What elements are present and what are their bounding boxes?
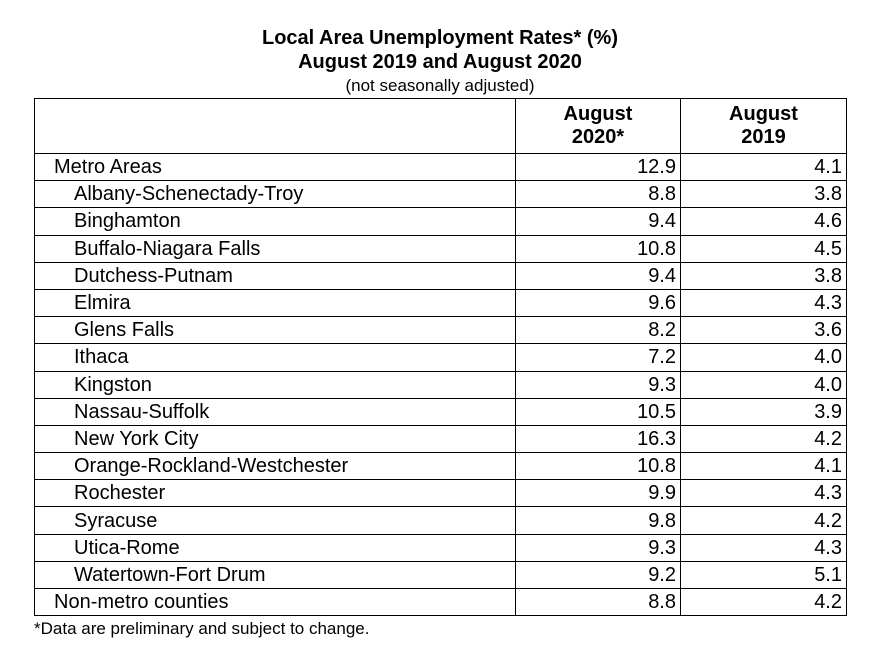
rate-aug2020: 9.4 <box>516 208 681 235</box>
table-row <box>35 344 847 371</box>
header-aug2019 <box>681 99 847 154</box>
table-row <box>35 289 847 316</box>
area-name: Syracuse <box>35 507 516 534</box>
rate-aug2020: 8.2 <box>516 317 681 344</box>
rate-aug2020: 10.5 <box>516 398 681 425</box>
rate-aug2020: 7.2 <box>516 344 681 371</box>
table-row <box>35 317 847 344</box>
rate-aug2019: 4.3 <box>681 289 847 316</box>
rate-aug2019: 5.1 <box>681 561 847 588</box>
rate-aug2019: 3.8 <box>681 262 847 289</box>
area-name: Buffalo-Niagara Falls <box>35 235 516 262</box>
rate-aug2020: 16.3 <box>516 425 681 452</box>
rate-aug2019: 4.1 <box>681 453 847 480</box>
rate-aug2020: 12.9 <box>516 154 681 181</box>
header-row <box>35 99 847 154</box>
area-name: Dutchess-Putnam <box>35 262 516 289</box>
table-row <box>35 181 847 208</box>
area-name: Metro Areas <box>35 154 516 181</box>
table-note: (not seasonally adjusted) <box>345 76 535 95</box>
table-title: Local Area Unemployment Rates* (%) <box>261 27 618 49</box>
area-name: Rochester <box>35 480 516 507</box>
area-name: Utica-Rome <box>35 534 516 561</box>
table-row <box>35 154 847 181</box>
rate-aug2020: 8.8 <box>516 181 681 208</box>
area-name: Non-metro counties <box>35 589 516 616</box>
header-aug2019-year: 2019 <box>741 126 786 148</box>
table-row <box>35 398 847 425</box>
rate-aug2020: 9.6 <box>516 289 681 316</box>
rate-aug2019: 4.3 <box>681 534 847 561</box>
table-row <box>35 425 847 452</box>
footnote: *Data are preliminary and subject to change. <box>34 619 370 638</box>
rate-aug2019: 4.2 <box>681 425 847 452</box>
table-row <box>35 507 847 534</box>
header-aug2020-year: 2020* <box>571 126 625 148</box>
rate-aug2020: 9.3 <box>516 534 681 561</box>
area-name: Ithaca <box>35 344 516 371</box>
header-aug2019-month: August <box>729 103 798 125</box>
table-row <box>35 534 847 561</box>
table-row <box>35 235 847 262</box>
header-aug2020-month: August <box>563 103 633 125</box>
table-row <box>35 371 847 398</box>
rate-aug2020: 10.8 <box>516 453 681 480</box>
rate-aug2019: 4.0 <box>681 371 847 398</box>
rate-aug2019: 4.6 <box>681 208 847 235</box>
table-subtitle: August 2019 and August 2020 <box>298 51 582 73</box>
rate-aug2019: 4.1 <box>681 154 847 181</box>
rate-aug2019: 3.9 <box>681 398 847 425</box>
table-row <box>35 561 847 588</box>
area-name: Kingston <box>35 371 516 398</box>
area-name: New York City <box>35 425 516 452</box>
rate-aug2020: 10.8 <box>516 235 681 262</box>
rate-aug2019: 4.3 <box>681 480 847 507</box>
rate-aug2020: 9.3 <box>516 371 681 398</box>
rate-aug2019: 4.2 <box>681 589 847 616</box>
rate-aug2020: 9.9 <box>516 480 681 507</box>
rate-aug2019: 4.0 <box>681 344 847 371</box>
area-name: Orange-Rockland-Westchester <box>35 453 516 480</box>
area-name: Elmira <box>35 289 516 316</box>
header-aug2020 <box>516 99 681 154</box>
area-name: Albany-Schenectady-Troy <box>35 181 516 208</box>
rate-aug2019: 4.5 <box>681 235 847 262</box>
unemployment-table <box>34 98 847 616</box>
table-row <box>35 453 847 480</box>
rate-aug2020: 8.8 <box>516 589 681 616</box>
rate-aug2020: 9.8 <box>516 507 681 534</box>
rate-aug2020: 9.2 <box>516 561 681 588</box>
rate-aug2019: 3.6 <box>681 317 847 344</box>
rate-aug2020: 9.4 <box>516 262 681 289</box>
table-row <box>35 262 847 289</box>
area-name: Glens Falls <box>35 317 516 344</box>
area-name: Watertown-Fort Drum <box>35 561 516 588</box>
table-row <box>35 480 847 507</box>
area-name: Binghamton <box>35 208 516 235</box>
rate-aug2019: 4.2 <box>681 507 847 534</box>
rate-aug2019: 3.8 <box>681 181 847 208</box>
area-name: Nassau-Suffolk <box>35 398 516 425</box>
header-area <box>35 99 516 154</box>
table-row <box>35 589 847 616</box>
table-row <box>35 208 847 235</box>
